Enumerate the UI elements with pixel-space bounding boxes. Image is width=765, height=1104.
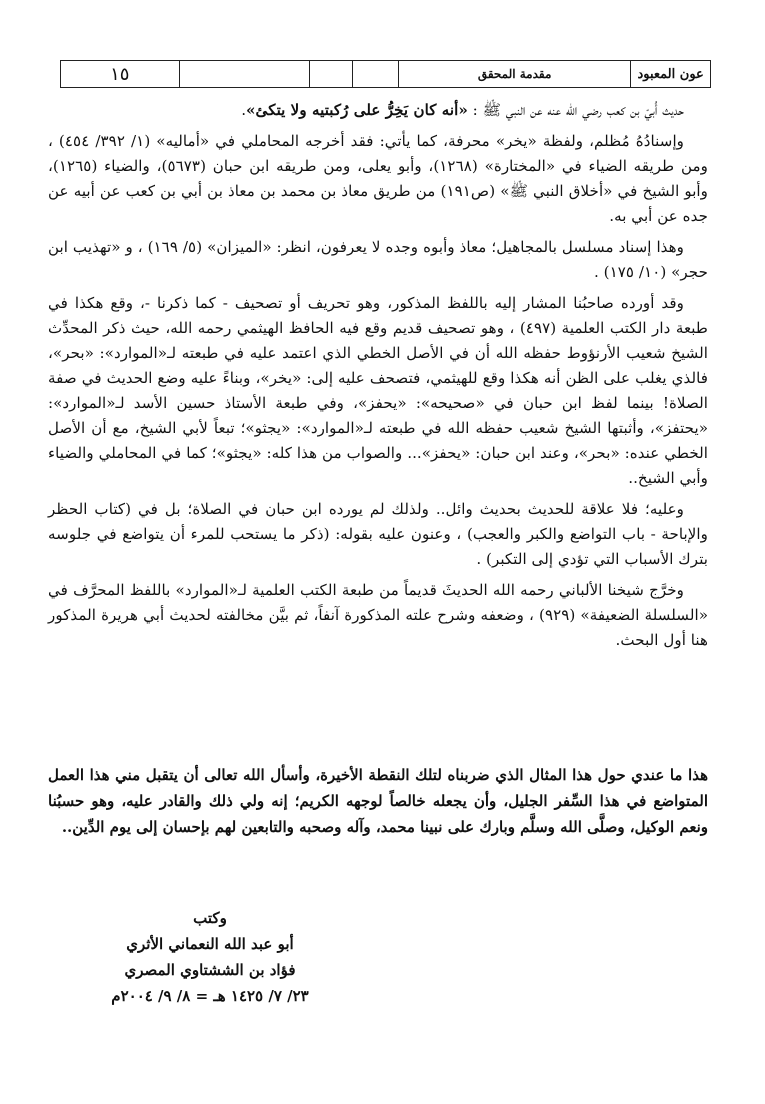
signature-block [95, 905, 325, 1009]
body-text [48, 98, 708, 659]
signature-intro: وكتب [193, 909, 227, 927]
author-name: فؤاد بن الششتاوي المصري [124, 961, 296, 979]
paragraph: وإسنادُهُ مُظلم، ولفظة «يخر» محرفة، كما يأتي: فقد أخرجه المحاملي في «أماليه» (١/ ٣٩٢/ ٤٥٤) ، ومن طريقه الضياء في «المختارة» (١٢٦٨)، وأبو يعلى، ومن طريقه ابن حبان (٥٦٧٣)، والضياء (١٢٦٥)، وأبو الشيخ في «أخلاق النبي ﷺ» (ص١٩١) من طريق معاذ بن محمد بن معاذ بن أبي بن كعب عن أبيه عن جده عن أبي به. [48, 132, 708, 225]
book-title: عون المعبود [630, 61, 710, 87]
paragraph-text: حديث أُبيّ بن كعب رضي الله عنه عن النبي ﷺ : [467, 101, 684, 119]
author-name: أبو عبد الله النعماني الأثري [126, 935, 294, 953]
signature-date: ٢٣/ ٧/ ١٤٢٥ هـ = ٨/ ٩/ ٢٠٠٤م [111, 987, 309, 1005]
hadith-text: «أنه كان يَخِرُّ على رُكبتيه ولا يتكئ» [246, 101, 468, 119]
header-empty-cell [352, 61, 398, 87]
paragraph: وهذا إسناد مسلسل بالمجاهيل؛ معاذ وأبوه وجده لا يعرفون، انظر: «الميزان» (٥/ ١٦٩) ، و «تهذيب ابن حجر» (١٠/ ١٧٥) . [48, 238, 708, 281]
paragraph-text: . [241, 101, 247, 119]
section-title: مقدمة المحقق [398, 61, 630, 87]
paragraph: وقد أورده صاحبُنا المشار إليه باللفظ المذكور، وهو تحريف أو تصحيف - كما ذكرنا -، وقع هكذا في طبعة دار الكتب العلمية (٤٩٧) ، وهو تصحيف قديم وقع فيه الحافظ الهيثمي رحمه الله، حيث ذكر المحدِّث الشيخ شعيب الأرنؤوط حفظه الله أن في الأصل الخطي الذي اعتمد عليه في طبعته لـ«الموارد»: «بحر»، فالذي يغلب على الظن أنه هكذا وقع للهيثمي، فتصحف عليه إلى: «يخر»، وبناءً عليه وضع الحديث في صفة الصلاة! بينما لفظ ابن حبان في «صحيحه»: «يحفز»، وفي طبعة الأستاذ حسين الأسد لـ«الموارد»: «يحتفز»، وأثبتها الشيخ شعيب حفظه الله في طبعته لـ«الموارد»: «يجثو»؛ تبعاً لأبي الشيخ، مع أن الأصل الخطي عنده: «بحر»، وعند ابن حبان: «يحفز»... والصواب من هذا كله: «يجثو»؛ كما في المحاملي والضياء وأبي الشيخ.. [48, 294, 708, 487]
paragraph [48, 98, 708, 123]
closing-paragraph: هذا ما عندي حول هذا المثال الذي ضربناه لتلك النقطة الأخيرة، وأسأل الله تعالى أن يتقبل مني هذا العمل المتواضع في هذا السِّفر الجليل، وأن يجعله خالصاً لوجهه الكريم؛ إنه ولي ذلك والقادر عليه، وهو حسبُنا ونعم الوكيل، وصلَّى الله وسلَّم وبارك على نبينا محمد، وآله وصحبه والتابعين لهم بإحسان إلى يوم الدِّين.. [48, 766, 708, 836]
paragraph: وخرَّج شيخنا الألباني رحمه الله الحديثَ قديماً من طبعة الكتب العلمية لـ«الموارد» باللفظ المحرَّف في «السلسلة الضعيفة» (٩٢٩) ، وضعفه وشرح علته المذكورة آنفاً، ثم بيَّن مخالفته لحديث أبي هريرة المذكور هنا أول البحث. [48, 581, 708, 649]
header-empty-cell [309, 61, 352, 87]
page-header [60, 60, 711, 88]
paragraph: وعليه؛ فلا علاقة للحديث بحديث وائل.. ولذلك لم يورده ابن حبان في الصلاة؛ بل في (كتاب الحظر والإباحة - باب التواضع والكبر والعجب) ، وعنون عليه بقوله: (ذكر ما يستحب للمرء أن يتواضع في جلوسه بترك الأسباب التي تؤدي إلى التكبر) . [48, 500, 708, 568]
header-empty-cell [179, 61, 310, 87]
page-number: ١٥ [110, 63, 130, 85]
